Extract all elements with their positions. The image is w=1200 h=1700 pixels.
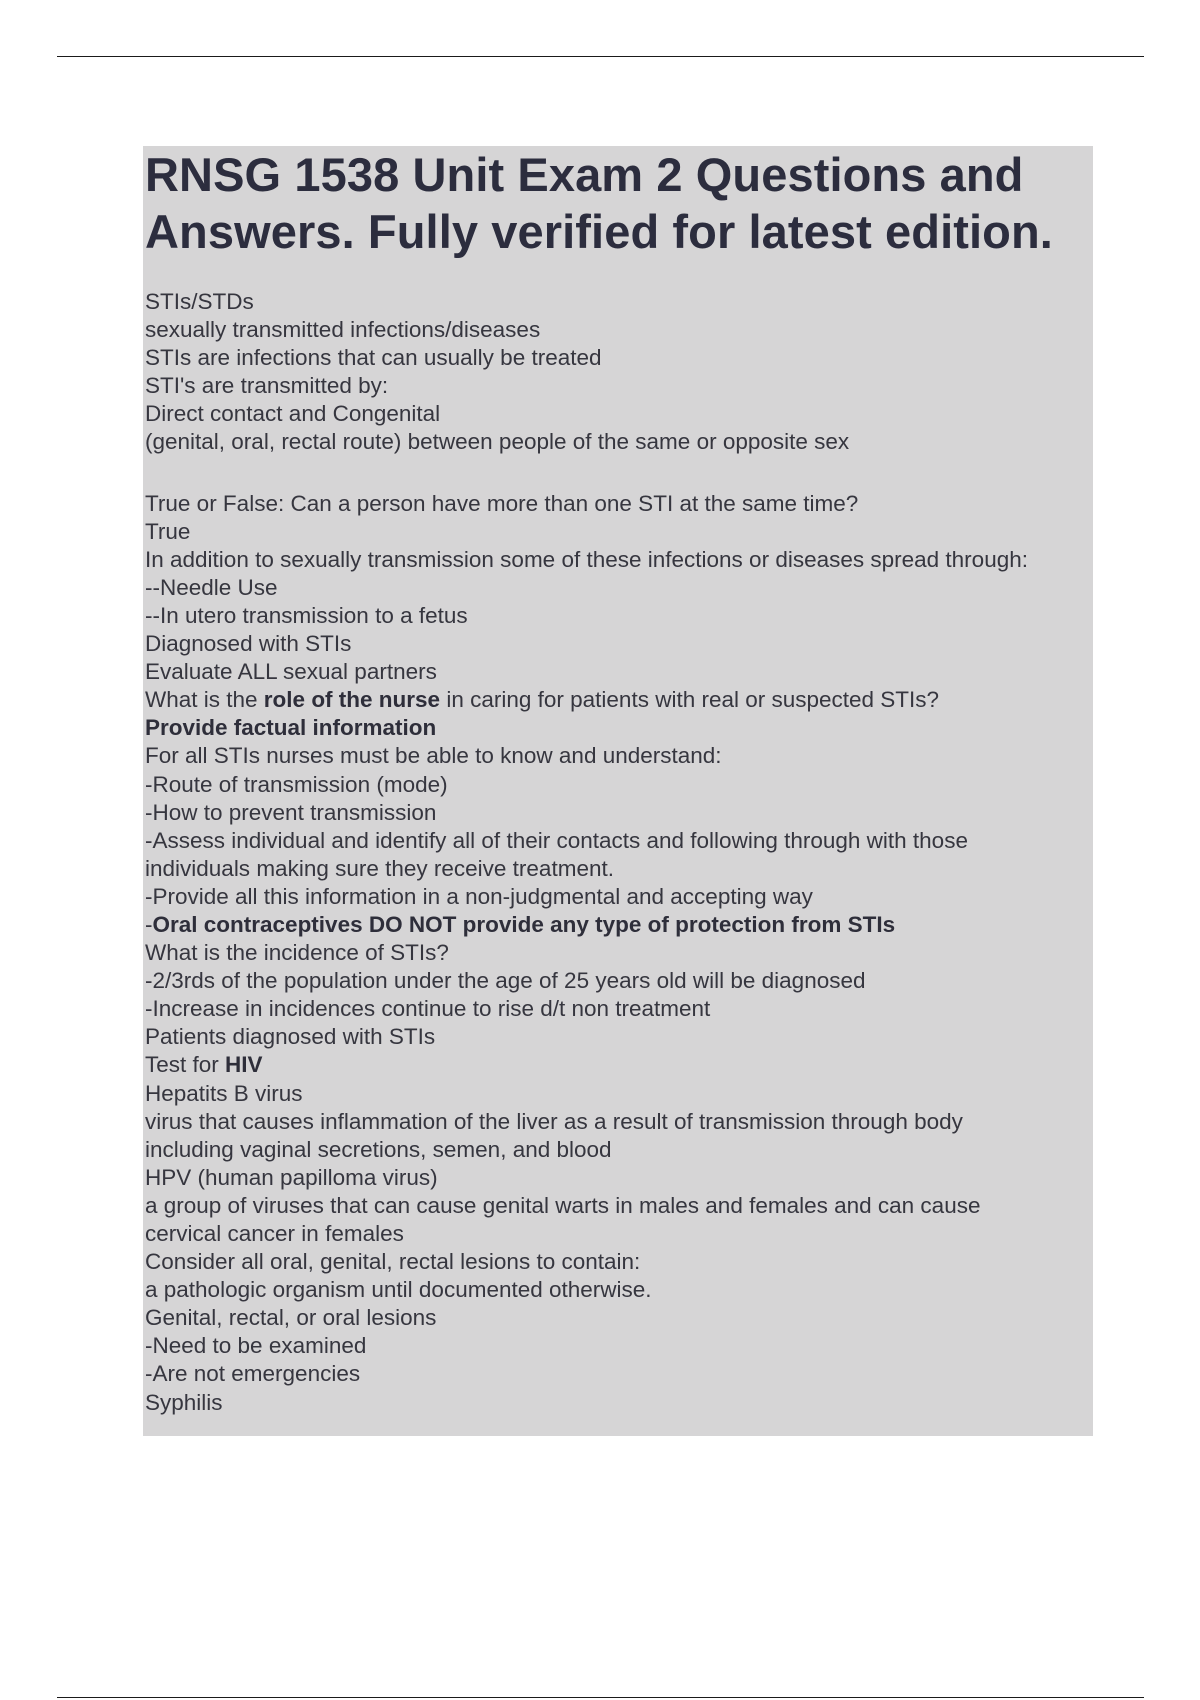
text-line: -Assess individual and identify all of their contacts and following through with those individuals making sure they receive treatment. bbox=[145, 827, 968, 881]
text-run: What is the bbox=[145, 687, 264, 713]
text-line: True bbox=[145, 518, 191, 544]
text-line: STIs/STDs bbox=[145, 289, 254, 314]
text-line: -Provide all this information in a non-judgmental and accepting way bbox=[145, 883, 813, 909]
text-line: Syphilis bbox=[145, 1389, 223, 1415]
text-run: in caring for patients with real or suspected STIs? bbox=[440, 687, 940, 713]
text-line: -Are not emergencies bbox=[145, 1361, 361, 1387]
text-run-bold: HIV bbox=[225, 1052, 263, 1078]
text-line: What is the incidence of STIs? bbox=[145, 940, 449, 966]
text-line: Patients diagnosed with STIs bbox=[145, 1024, 436, 1050]
text-line: Evaluate ALL sexual partners bbox=[145, 659, 437, 685]
text-line: sexually transmitted infections/diseases bbox=[145, 317, 541, 343]
text-line: Direct contact and Congenital bbox=[145, 401, 441, 427]
document-content bbox=[143, 146, 1093, 1436]
text-line: -2/3rds of the population under the age of 25 years old will be diagnosed bbox=[145, 968, 866, 994]
text-run-bold: role of the nurse bbox=[263, 687, 441, 713]
text-line-mixed bbox=[145, 1051, 1093, 1079]
text-line: HPV (human papilloma virus) bbox=[145, 1164, 438, 1190]
text-line: a group of viruses that can cause genital warts in males and females and can cause cervical cancer in females bbox=[145, 1192, 981, 1246]
text-line: a pathologic organism until documented otherwise. bbox=[145, 1277, 652, 1303]
text-line: --In utero transmission to a fetus bbox=[145, 602, 468, 628]
text-line: For all STIs nurses must be able to know and understand: bbox=[145, 743, 722, 769]
text-line: STI's are transmitted by: bbox=[145, 373, 389, 399]
header-rule bbox=[57, 56, 1144, 57]
text-line: Hepatits B virus bbox=[145, 1080, 303, 1106]
text-line: STIs are infections that can usually be treated bbox=[145, 345, 602, 371]
text-line: -Route of transmission (mode) bbox=[145, 771, 448, 797]
text-line: (genital, oral, rectal route) between people of the same or opposite sex bbox=[145, 429, 850, 455]
text-run: Test for bbox=[145, 1052, 226, 1078]
text-line: -Increase in incidences continue to rise d/t non treatment bbox=[145, 996, 711, 1022]
text-line: virus that causes inflammation of the liver as a result of transmission through body including vaginal secretions, semen, and blood bbox=[145, 1108, 963, 1162]
text-line-mixed bbox=[145, 911, 1093, 939]
document-title: RNSG 1538 Unit Exam 2 Questions and Answers. Fully verified for latest edition. bbox=[145, 148, 1053, 258]
text-line: -Need to be examined bbox=[145, 1333, 367, 1359]
text-line: True or False: Can a person have more than one STI at the same time? bbox=[145, 490, 859, 516]
text-line-mixed bbox=[145, 686, 1093, 714]
text-line: -How to prevent transmission bbox=[145, 799, 437, 825]
text-run: - bbox=[145, 911, 153, 937]
footer-rule bbox=[57, 1697, 1144, 1698]
qa-list bbox=[145, 288, 1093, 1417]
text-run-bold: Oral contraceptives DO NOT provide any type of protection from STIs bbox=[152, 911, 896, 937]
text-line: Provide factual information bbox=[145, 715, 437, 741]
text-line: --Needle Use bbox=[145, 574, 278, 600]
text-line: Diagnosed with STIs bbox=[145, 631, 352, 657]
text-line: Genital, rectal, or oral lesions bbox=[145, 1305, 437, 1331]
text-line: Consider all oral, genital, rectal lesions to contain: bbox=[145, 1249, 641, 1275]
text-line: In addition to sexually transmission some of these infections or diseases spread through: bbox=[145, 546, 1028, 572]
